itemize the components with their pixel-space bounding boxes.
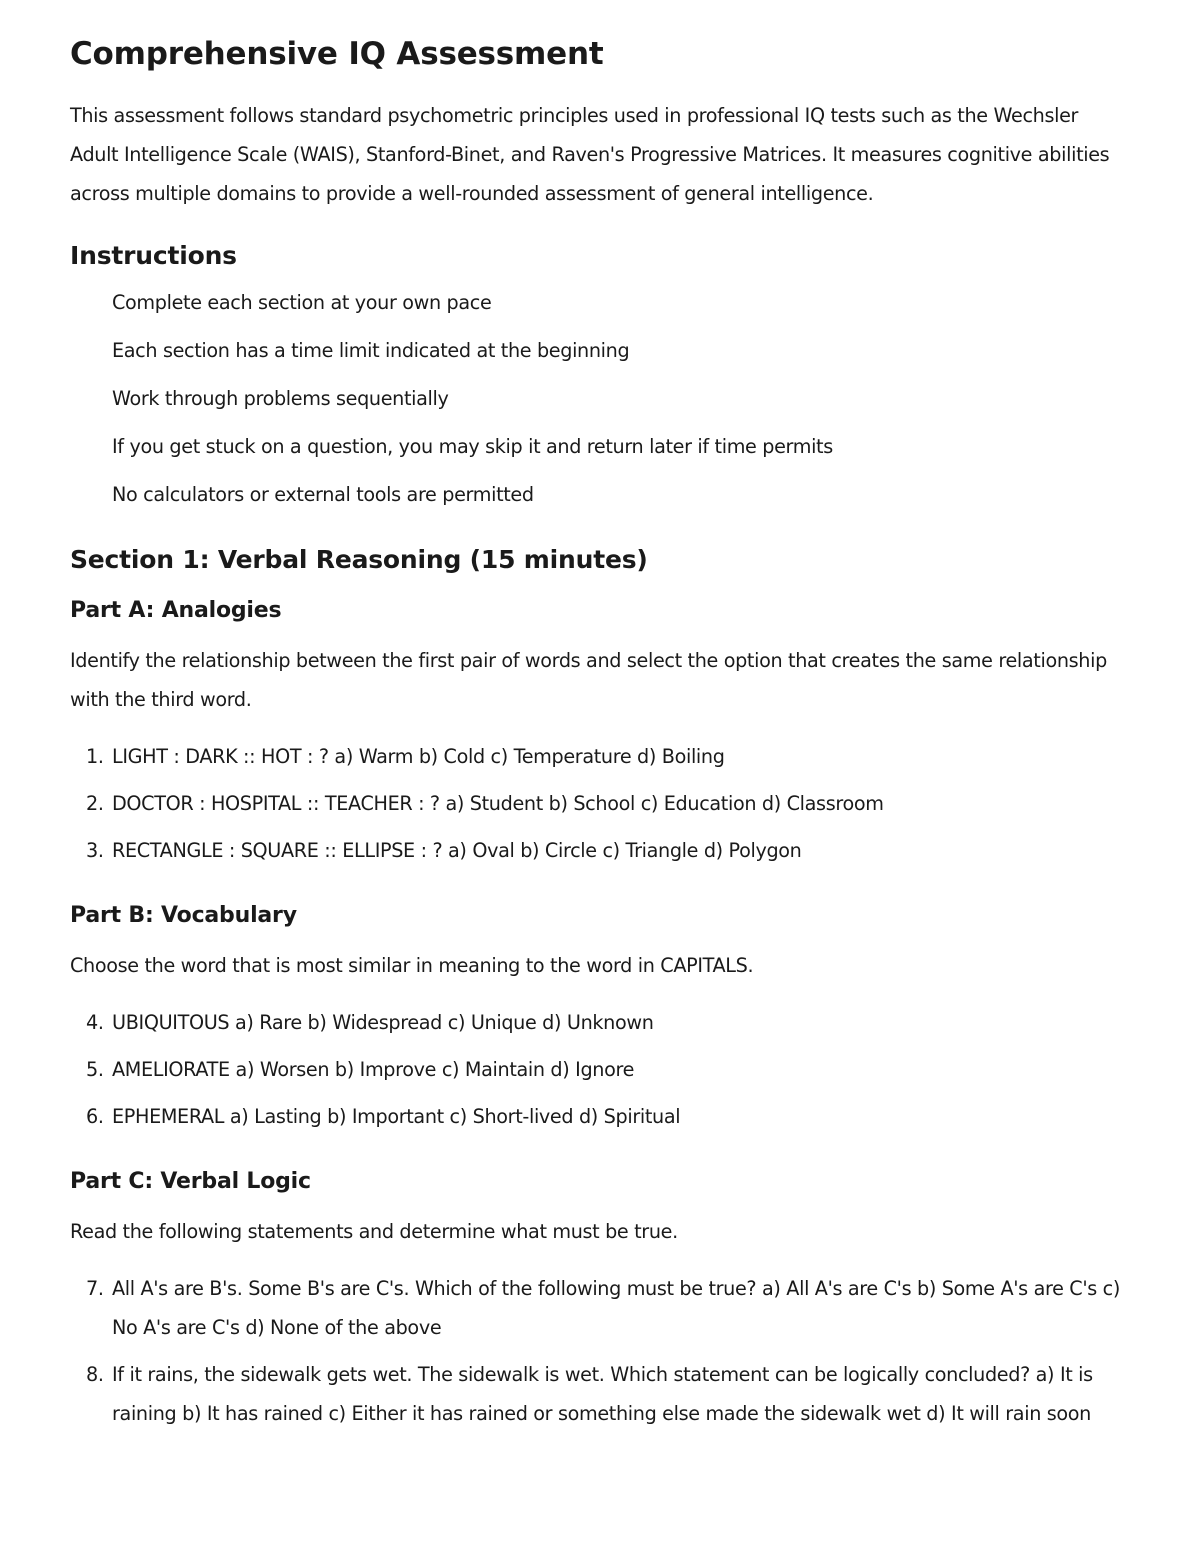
- instruction-item: Work through problems sequentially: [112, 387, 449, 410]
- part-b-heading: Part B: Vocabulary: [70, 903, 297, 928]
- question-item: [70, 1269, 1130, 1347]
- part-a-description: Identify the relationship between the first pair of words and select the option that creates the same relationship with the third word.: [70, 649, 1107, 711]
- section1-heading: Section 1: Verbal Reasoning (15 minutes): [70, 545, 648, 574]
- question-item: [70, 1355, 1130, 1433]
- page-title: Comprehensive IQ Assessment: [70, 36, 604, 72]
- question-text: UBIQUITOUS a) Rare b) Widespread c) Unique d) Unknown: [112, 1011, 654, 1034]
- intro-paragraph: This assessment follows standard psychometric principles used in professional IQ tests such as the Wechsler Adult Intelligence Scale (WAIS), Stanford-Binet, and Raven's Progressive Matrices. It measures cognitive abilities across multiple domains to provide a well-rounded assessment of general intelligence.: [70, 104, 1110, 205]
- part-b-questions: [70, 1003, 1130, 1136]
- question-text: AMELIORATE a) Worsen b) Improve c) Maintain d) Ignore: [112, 1058, 635, 1081]
- question-item: [70, 784, 1130, 823]
- question-number: 1.: [86, 745, 104, 768]
- question-item: [70, 831, 1130, 870]
- question-text: EPHEMERAL a) Lasting b) Important c) Short-lived d) Spiritual: [112, 1105, 681, 1128]
- part-c-questions: [70, 1269, 1130, 1433]
- question-text: DOCTOR : HOSPITAL :: TEACHER : ? a) Student b) School c) Education d) Classroom: [112, 792, 884, 815]
- question-text: LIGHT : DARK :: HOT : ? a) Warm b) Cold c) Temperature d) Boiling: [112, 745, 725, 768]
- question-item: [70, 1097, 1130, 1136]
- question-number: 5.: [86, 1058, 104, 1081]
- question-item: [70, 737, 1130, 776]
- question-item: [70, 1003, 1130, 1042]
- part-a-questions: [70, 737, 1130, 870]
- instruction-item: Each section has a time limit indicated at the beginning: [112, 339, 630, 362]
- instructions-heading: Instructions: [70, 241, 237, 270]
- part-a-heading: Part A: Analogies: [70, 598, 282, 623]
- instructions-list: [70, 291, 1130, 507]
- part-b-description: Choose the word that is most similar in meaning to the word in CAPITALS.: [70, 954, 754, 977]
- question-item: [70, 1050, 1130, 1089]
- question-number: 7.: [86, 1277, 104, 1300]
- question-number: 2.: [86, 792, 104, 815]
- question-number: 6.: [86, 1105, 104, 1128]
- question-number: 8.: [86, 1363, 104, 1386]
- question-number: 4.: [86, 1011, 104, 1034]
- question-text: If it rains, the sidewalk gets wet. The sidewalk is wet. Which statement can be logically concluded? a) It is raining b) It has rained c) Either it has rained or something else made the sidewalk wet d) It will rain soon: [112, 1363, 1093, 1425]
- instruction-item: No calculators or external tools are permitted: [112, 483, 534, 506]
- part-c-description: Read the following statements and determine what must be true.: [70, 1220, 678, 1243]
- question-number: 3.: [86, 839, 104, 862]
- question-text: RECTANGLE : SQUARE :: ELLIPSE : ? a) Oval b) Circle c) Triangle d) Polygon: [112, 839, 802, 862]
- instruction-item: Complete each section at your own pace: [112, 291, 492, 314]
- instruction-item: If you get stuck on a question, you may skip it and return later if time permits: [112, 435, 833, 458]
- part-c-heading: Part C: Verbal Logic: [70, 1169, 311, 1194]
- question-text: All A's are B's. Some B's are C's. Which of the following must be true? a) All A's are C's b) Some A's are C's c) No A's are C's d) None of the above: [112, 1277, 1120, 1339]
